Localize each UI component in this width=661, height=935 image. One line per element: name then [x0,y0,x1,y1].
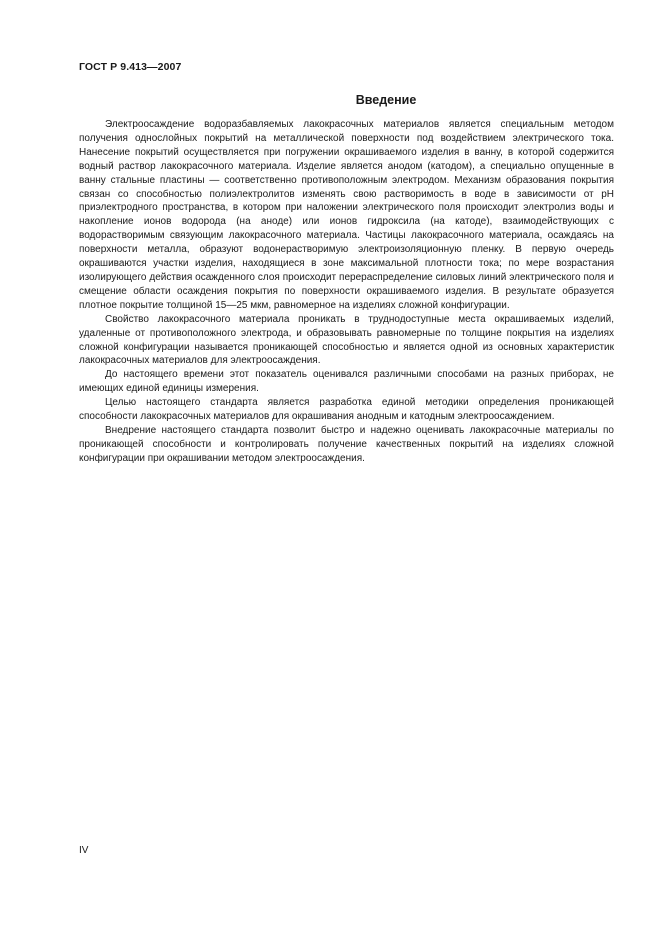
document-code: ГОСТ Р 9.413—2007 [79,61,182,73]
body-text [79,118,614,466]
paragraph: Целью настоящего стандарта является разработка единой методики определения проникающей способности лакокрасочных материалов для окрашивания анодным и катодным электроосаждением. [79,397,614,423]
paragraph: До настоящего времени этот показатель оценивался различными способами на разных приборах, не имеющих единой единицы измерения. [79,369,614,395]
paragraph: Электроосаждение водоразбавляемых лакокрасочных материалов является специальным методом получения однослойных покрытий на металлической поверхности под воздействием электрического тока. Нанесение покрытий осуществляется при погружении окрашиваемого изделия в ванну, в которой содержится водный раствор лакокрасочного материала. Изделие является анодом (катодом), а специально опущенные в ванну стальные пластины — соответственно противоположным электродом. Механизм образования покрытия связан со способностью полиэлектролитов изменять свою растворимость в воде в зависимости от pH приэлектродного пространства, в котором при наложении электрического поля происходит электролиз воды и накопление ионов водорода (на аноде) или ионов гидроксила (на катоде), взаимодействующих с водорастворимым связующим лакокрасочного материала. Частицы лакокрасочного материала, осаждаясь на поверхности металла, образуют водонерастворимую электроизоляционную пленку. В первую очередь окрашиваются участки изделия, находящиеся в зоне максимальной плотности тока; по мере возрастания изолирующего действия осажденного слоя происходит перераспределение силовых линий электрического поля и смещение области осаждения покрытия по поверхности окрашиваемого изделия. В результате образуется плотное покрытие толщиной 15—25 мкм, равномерное на изделиях сложной конфигурации. [79,119,614,311]
paragraph: Свойство лакокрасочного материала проникать в труднодоступные места окрашиваемых изделий, удаленные от противоположного электрода, и образовывать равномерные по толщине покрытия на изделиях сложной конфигурации называется проникающей способностью и является одной из основных характеристик лакокрасочных материалов для электроосаждения. [79,313,614,367]
paragraph: Внедрение настоящего стандарта позволит быстро и надежно оценивать лакокрасочные материалы по проникающей способности и контролировать получение качественных покрытий на изделиях сложной конфигурации при окрашивании методом электроосаждения. [79,424,614,464]
section-title: Введение [355,93,417,107]
page-number: IV [79,845,89,856]
